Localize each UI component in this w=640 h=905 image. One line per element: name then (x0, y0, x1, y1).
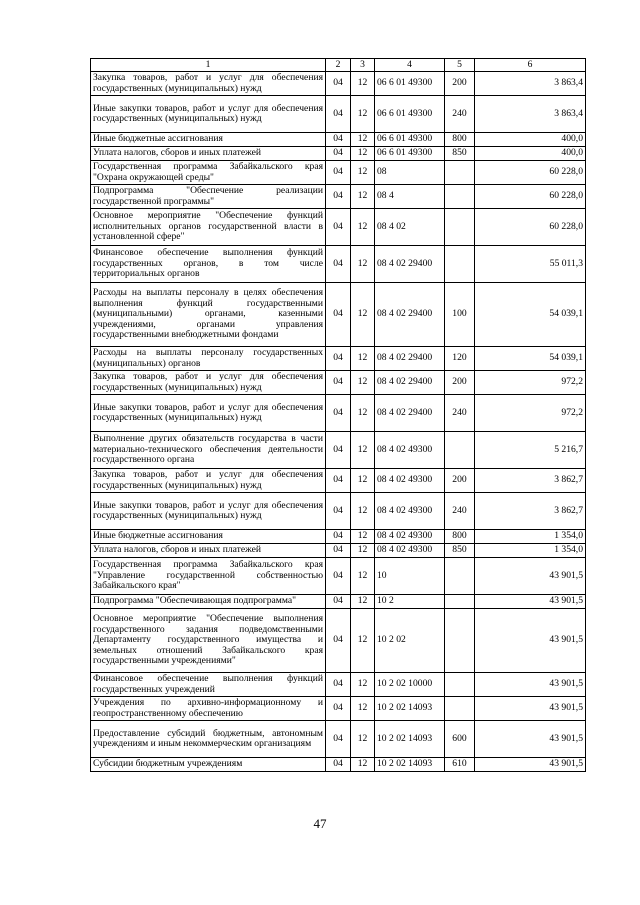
cell-target-article: 08 4 02 49300 (375, 432, 445, 469)
cell-amount: 43 901,5 (475, 558, 586, 595)
cell-subsection: 12 (351, 493, 375, 530)
cell-amount: 1 354,0 (475, 530, 586, 544)
cell-subsection: 12 (351, 133, 375, 147)
cell-subsection: 12 (351, 558, 375, 595)
cell-amount: 60 228,0 (475, 209, 586, 246)
cell-name: Учреждения по архивно-информационному и геопространственному обеспечению (91, 697, 326, 721)
table-row (91, 395, 586, 432)
header-row (91, 59, 586, 72)
cell-name: Основное мероприятие "Обеспечение выполнения государственного задания подведомственными Департаменту государственного имущества и земельных отношений Забайкальского края государственными учреждениями" (91, 609, 326, 673)
cell-name: Подпрограмма "Обеспечивающая подпрограмма" (91, 595, 326, 609)
cell-name: Закупка товаров, работ и услуг для обеспечения государственных (муниципальных) нужд (91, 469, 326, 493)
table-row (91, 595, 586, 609)
cell-amount: 5 216,7 (475, 432, 586, 469)
cell-section: 04 (326, 697, 351, 721)
cell-amount: 54 039,1 (475, 347, 586, 371)
cell-section: 04 (326, 209, 351, 246)
header-cell-subsection: 3 (351, 59, 375, 72)
cell-amount: 1 354,0 (475, 544, 586, 558)
table-row (91, 469, 586, 493)
cell-amount: 3 862,7 (475, 493, 586, 530)
cell-amount: 43 901,5 (475, 673, 586, 697)
table-row (91, 721, 586, 758)
cell-section: 04 (326, 673, 351, 697)
cell-expense-type (445, 209, 475, 246)
cell-expense-type: 200 (445, 371, 475, 395)
cell-expense-type: 240 (445, 395, 475, 432)
cell-target-article: 08 4 02 29400 (375, 371, 445, 395)
cell-section: 04 (326, 544, 351, 558)
cell-target-article: 06 6 01 49300 (375, 147, 445, 161)
cell-subsection: 12 (351, 347, 375, 371)
cell-amount: 3 862,7 (475, 469, 586, 493)
cell-name: Предоставление субсидий бюджетным, автономным учреждениям и иным некоммерческим организациям (91, 721, 326, 758)
cell-subsection: 12 (351, 96, 375, 133)
cell-section: 04 (326, 246, 351, 283)
cell-subsection: 12 (351, 371, 375, 395)
cell-expense-type: 800 (445, 133, 475, 147)
cell-amount: 972,2 (475, 371, 586, 395)
cell-expense-type (445, 595, 475, 609)
cell-name: Основное мероприятие "Обеспечение функций исполнительных органов государственной власти в установленной сфере" (91, 209, 326, 246)
cell-target-article: 10 (375, 558, 445, 595)
cell-section: 04 (326, 161, 351, 185)
cell-name: Выполнение других обязательств государства в части материально-технического обеспечения деятельности государственного органа (91, 432, 326, 469)
header-cell-amount: 6 (475, 59, 586, 72)
cell-expense-type: 850 (445, 147, 475, 161)
cell-target-article: 08 4 02 49300 (375, 493, 445, 530)
cell-section: 04 (326, 147, 351, 161)
table-row (91, 161, 586, 185)
cell-amount: 3 863,4 (475, 96, 586, 133)
header-cell-target-article: 4 (375, 59, 445, 72)
cell-target-article: 10 2 02 14093 (375, 697, 445, 721)
cell-name: Иные закупки товаров, работ и услуг для обеспечения государственных (муниципальных) нужд (91, 493, 326, 530)
cell-section: 04 (326, 133, 351, 147)
cell-name: Государственная программа Забайкальского края "Управление государственной собственностью Забайкальского края" (91, 558, 326, 595)
header-cell-expense-type: 5 (445, 59, 475, 72)
cell-section: 04 (326, 72, 351, 96)
cell-target-article: 10 2 02 14093 (375, 721, 445, 758)
cell-target-article: 10 2 02 14093 (375, 758, 445, 772)
cell-target-article: 10 2 02 10000 (375, 673, 445, 697)
cell-section: 04 (326, 721, 351, 758)
table-row (91, 609, 586, 673)
cell-amount: 43 901,5 (475, 595, 586, 609)
table-row (91, 72, 586, 96)
cell-target-article: 08 4 02 49300 (375, 544, 445, 558)
cell-subsection: 12 (351, 544, 375, 558)
cell-name: Финансовое обеспечение выполнения функций государственных органов, в том числе территориальных органов (91, 246, 326, 283)
cell-amount: 43 901,5 (475, 758, 586, 772)
cell-subsection: 12 (351, 673, 375, 697)
cell-amount: 400,0 (475, 133, 586, 147)
cell-subsection: 12 (351, 185, 375, 209)
budget-table (90, 58, 586, 772)
cell-name: Финансовое обеспечение выполнения функций государственных учреждений (91, 673, 326, 697)
table-row (91, 209, 586, 246)
cell-section: 04 (326, 758, 351, 772)
cell-amount: 3 863,4 (475, 72, 586, 96)
cell-section: 04 (326, 609, 351, 673)
cell-amount: 43 901,5 (475, 697, 586, 721)
cell-section: 04 (326, 96, 351, 133)
cell-amount: 60 228,0 (475, 161, 586, 185)
cell-name: Подпрограмма "Обеспечение реализации государственной программы" (91, 185, 326, 209)
cell-amount: 60 228,0 (475, 185, 586, 209)
table-row (91, 493, 586, 530)
cell-expense-type (445, 673, 475, 697)
table-row (91, 697, 586, 721)
table-row (91, 544, 586, 558)
header-cell-section: 2 (326, 59, 351, 72)
cell-subsection: 12 (351, 697, 375, 721)
cell-name: Государственная программа Забайкальского края "Охрана окружающей среды" (91, 161, 326, 185)
cell-expense-type: 100 (445, 283, 475, 347)
cell-amount: 54 039,1 (475, 283, 586, 347)
cell-target-article: 08 4 (375, 185, 445, 209)
cell-target-article: 08 4 02 49300 (375, 469, 445, 493)
table-row (91, 371, 586, 395)
cell-name: Закупка товаров, работ и услуг для обеспечения государственных (муниципальных) нужд (91, 72, 326, 96)
cell-amount: 43 901,5 (475, 609, 586, 673)
table-row (91, 185, 586, 209)
cell-expense-type: 240 (445, 96, 475, 133)
table-row (91, 673, 586, 697)
cell-name: Иные бюджетные ассигнования (91, 133, 326, 147)
cell-name: Расходы на выплаты персоналу государственных (муниципальных) органов (91, 347, 326, 371)
cell-target-article: 08 4 02 29400 (375, 347, 445, 371)
table-row (91, 758, 586, 772)
cell-section: 04 (326, 558, 351, 595)
cell-name: Иные бюджетные ассигнования (91, 530, 326, 544)
table-row (91, 558, 586, 595)
cell-target-article: 10 2 (375, 595, 445, 609)
cell-expense-type: 610 (445, 758, 475, 772)
cell-expense-type (445, 185, 475, 209)
cell-expense-type (445, 697, 475, 721)
cell-subsection: 12 (351, 72, 375, 96)
header-cell-name: 1 (91, 59, 326, 72)
cell-amount: 972,2 (475, 395, 586, 432)
cell-section: 04 (326, 283, 351, 347)
cell-section: 04 (326, 530, 351, 544)
page-number: 47 (313, 816, 327, 831)
cell-amount: 55 011,3 (475, 246, 586, 283)
cell-target-article: 08 4 02 29400 (375, 395, 445, 432)
cell-subsection: 12 (351, 609, 375, 673)
cell-expense-type: 200 (445, 469, 475, 493)
cell-section: 04 (326, 432, 351, 469)
cell-section: 04 (326, 469, 351, 493)
cell-section: 04 (326, 185, 351, 209)
cell-subsection: 12 (351, 283, 375, 347)
cell-subsection: 12 (351, 395, 375, 432)
table-row (91, 432, 586, 469)
cell-section: 04 (326, 595, 351, 609)
cell-section: 04 (326, 371, 351, 395)
cell-expense-type: 850 (445, 544, 475, 558)
cell-expense-type: 800 (445, 530, 475, 544)
cell-expense-type (445, 432, 475, 469)
cell-subsection: 12 (351, 595, 375, 609)
cell-subsection: 12 (351, 469, 375, 493)
cell-expense-type: 200 (445, 72, 475, 96)
cell-subsection: 12 (351, 147, 375, 161)
cell-subsection: 12 (351, 432, 375, 469)
cell-section: 04 (326, 395, 351, 432)
cell-subsection: 12 (351, 530, 375, 544)
cell-expense-type: 240 (445, 493, 475, 530)
cell-target-article: 08 4 02 29400 (375, 246, 445, 283)
cell-expense-type (445, 161, 475, 185)
cell-target-article: 06 6 01 49300 (375, 133, 445, 147)
table-row (91, 530, 586, 544)
cell-name: Субсидии бюджетным учреждениям (91, 758, 326, 772)
cell-name: Расходы на выплаты персоналу в целях обеспечения выполнения функций государственными (муниципальными) органами, казенными учреждениями, органами управления государственными внебюджетными фондами (91, 283, 326, 347)
cell-expense-type (445, 609, 475, 673)
cell-subsection: 12 (351, 758, 375, 772)
cell-amount: 43 901,5 (475, 721, 586, 758)
cell-subsection: 12 (351, 209, 375, 246)
cell-expense-type (445, 246, 475, 283)
table-row (91, 133, 586, 147)
cell-target-article: 08 (375, 161, 445, 185)
cell-expense-type: 600 (445, 721, 475, 758)
cell-name: Уплата налогов, сборов и иных платежей (91, 147, 326, 161)
cell-target-article: 06 6 01 49300 (375, 72, 445, 96)
cell-name: Иные закупки товаров, работ и услуг для обеспечения государственных (муниципальных) нужд (91, 395, 326, 432)
table-row (91, 246, 586, 283)
cell-target-article: 08 4 02 (375, 209, 445, 246)
table-row (91, 147, 586, 161)
cell-section: 04 (326, 347, 351, 371)
table-body (91, 72, 586, 772)
table-row (91, 283, 586, 347)
table-row (91, 347, 586, 371)
table-row (91, 96, 586, 133)
cell-name: Закупка товаров, работ и услуг для обеспечения государственных (муниципальных) нужд (91, 371, 326, 395)
cell-expense-type (445, 558, 475, 595)
cell-target-article: 10 2 02 (375, 609, 445, 673)
cell-subsection: 12 (351, 161, 375, 185)
cell-target-article: 08 4 02 49300 (375, 530, 445, 544)
cell-subsection: 12 (351, 721, 375, 758)
cell-target-article: 06 6 01 49300 (375, 96, 445, 133)
cell-name: Иные закупки товаров, работ и услуг для обеспечения государственных (муниципальных) нужд (91, 96, 326, 133)
cell-target-article: 08 4 02 29400 (375, 283, 445, 347)
cell-amount: 400,0 (475, 147, 586, 161)
cell-subsection: 12 (351, 246, 375, 283)
cell-section: 04 (326, 493, 351, 530)
cell-expense-type: 120 (445, 347, 475, 371)
cell-name: Уплата налогов, сборов и иных платежей (91, 544, 326, 558)
